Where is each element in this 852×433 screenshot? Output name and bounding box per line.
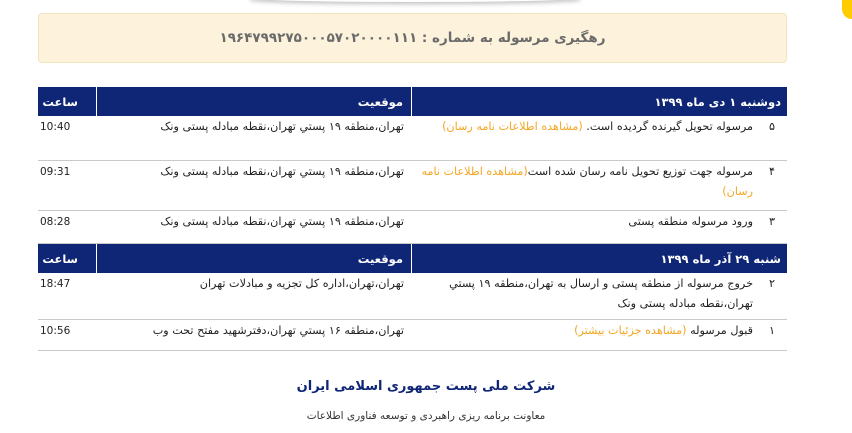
date-header: دوشنبه ۱ دی ماه ۱۳۹۹: [654, 94, 781, 109]
row-time: 09:31: [40, 166, 71, 178]
footer-title: شرکت ملی پست جمهوری اسلامی ایران: [296, 379, 556, 394]
row-description: [412, 161, 757, 210]
tracking-banner: [38, 13, 787, 63]
event-text: قبول مرسوله: [690, 324, 753, 337]
row-number: ۱: [768, 324, 775, 337]
row-location: تهران،منطقه ۱۹ پستي تهران،نقطه مبادله پستی ونک: [160, 165, 404, 178]
mailman-info-link[interactable]: (مشاهده اطلاعات نامه رسان): [442, 120, 583, 133]
row-description: [412, 320, 757, 350]
location-header: موقعیت: [97, 244, 412, 273]
row-description: ورود مرسوله منطقه پستی: [628, 215, 753, 228]
footer-subtitle: معاونت برنامه ریزی راهبردی و توسعه فناوری اطلاعات: [306, 410, 546, 422]
mailman-info-link[interactable]: (مشاهده اطلاعات نامه رسان): [421, 165, 753, 198]
row-time: 10:56: [40, 325, 71, 337]
event-text: مرسوله جهت توزیع تحویل نامه رسان شده است: [527, 165, 753, 178]
row-location: تهران،تهران،اداره کل تجزیه و مبادلات تهران: [199, 277, 404, 290]
row-description: [412, 116, 757, 160]
tracking-title: رهگیری مرسوله به شماره : ۱۹۶۴۷۹۹۲۷۵۰۰۰۵۷۰۲۰۰۰۰۱۱۱: [219, 30, 606, 46]
row-number: ۲: [768, 277, 775, 290]
table-row: [38, 211, 787, 244]
event-text: مرسوله تحویل گیرنده گردیده است.: [586, 120, 753, 133]
group-header: [38, 87, 787, 116]
row-location: تهران،منطقه ۱۹ پستي تهران،نقطه مبادله پستی ونک: [160, 215, 404, 228]
more-details-link[interactable]: (مشاهده جزئیات بیشتر): [574, 324, 687, 337]
row-time: 18:47: [40, 278, 71, 290]
tracking-table: [38, 87, 787, 351]
row-time: 08:28: [40, 216, 71, 228]
row-location: تهران،منطقه ۱۹ پستي تهران،نقطه مبادله پستی ونک: [160, 120, 404, 133]
location-header: موقعیت: [97, 87, 412, 116]
row-number: ۴: [768, 165, 775, 178]
row-number: ۵: [768, 120, 775, 133]
top-shadow: [250, 0, 580, 2]
time-header: ساعت: [38, 87, 97, 116]
row-time: 10:40: [40, 121, 71, 133]
row-number: ۳: [768, 215, 775, 228]
row-location: تهران،منطقه ۱۶ پستي تهران،دفترشهید مفتح تحت وب: [152, 324, 404, 337]
table-row: [38, 320, 787, 351]
date-header: شنبه ۲۹ آذر ماه ۱۳۹۹: [660, 251, 781, 266]
table-row: [38, 273, 787, 320]
corner-accent: [842, 0, 852, 19]
group-header: [38, 244, 787, 273]
row-description: خروج مرسوله از منطقه پستی و ارسال به تهران،منطقه ۱۹ پستي تهران،نقطه مبادله پستی ونک: [449, 277, 753, 310]
table-row: [38, 161, 787, 211]
time-header: ساعت: [38, 244, 97, 273]
table-row: [38, 116, 787, 161]
